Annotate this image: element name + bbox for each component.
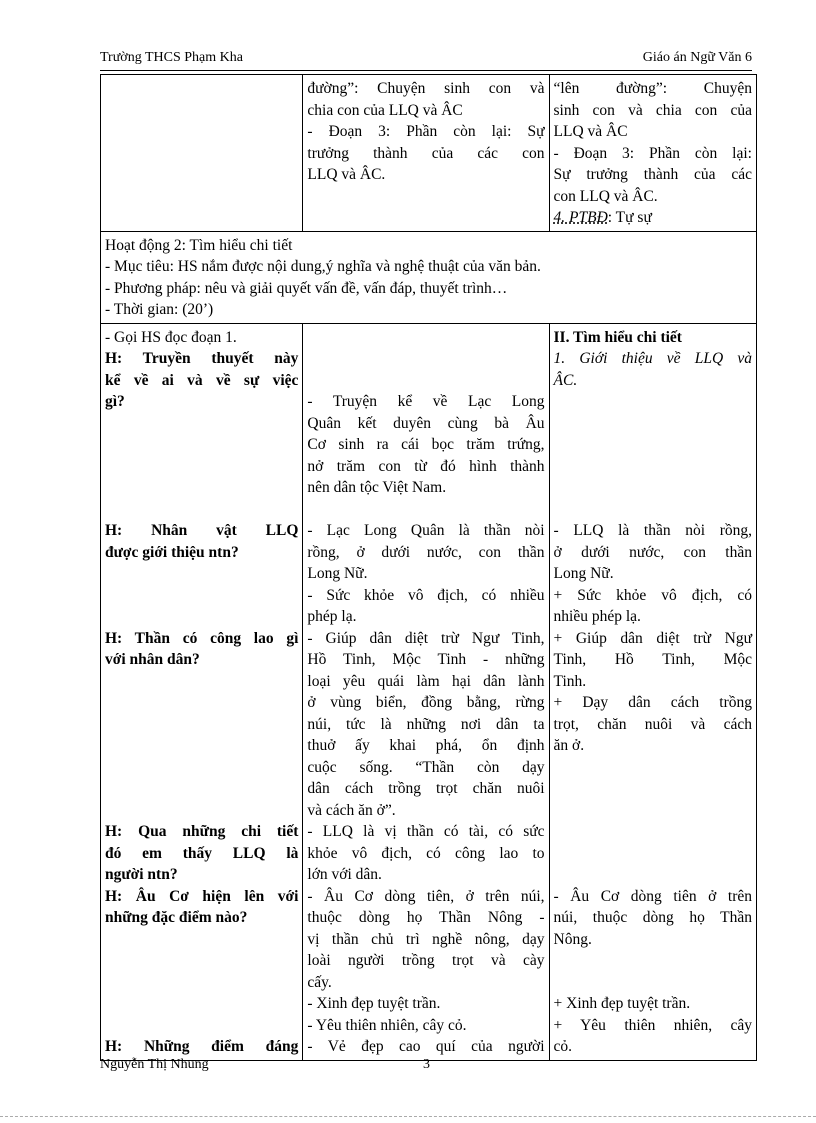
question-line: những đặc điểm nào? — [105, 909, 248, 926]
answer-line: cuộc sống. “Thần còn dạy — [307, 758, 545, 776]
text-line: trưởng thành của các con — [307, 144, 545, 162]
text-line: LLQ và ÂC. — [307, 166, 386, 183]
note-line: - LLQ là thần nòi rồng, — [553, 522, 752, 539]
text-line: LLQ và ÂC — [553, 123, 628, 140]
author-name: Nguyễn Thị Nhung — [100, 1057, 209, 1072]
subsection-heading: ÂC. — [553, 371, 578, 389]
answer-line: - Lạc Long Quân là thần nòi — [307, 522, 545, 539]
question-line: H: Những điểm đáng — [105, 1038, 299, 1055]
answer-line: Quân kết duyên cùng bà Âu — [307, 414, 545, 432]
ptbd-label: 4. PTBĐ — [553, 209, 608, 226]
note-line: Tinh, Hồ Tinh, Mộc — [553, 651, 752, 668]
lesson-table — [100, 74, 757, 1061]
text-line: - Đoạn 3: Phần còn lại: — [553, 144, 752, 162]
text-line: chia con của LLQ và ÂC — [307, 101, 463, 119]
answer-line: - LLQ là vị thần có tài, có sức — [307, 823, 545, 840]
answer-line: - Giúp dân diệt trừ Ngư Tinh, — [307, 629, 545, 647]
question-line: với nhân dân? — [105, 651, 200, 668]
text-line: sinh con và chia con của — [553, 101, 752, 119]
text-line: đường”: Chuyện sinh con và — [307, 80, 545, 97]
answer-line: Long Nữ. — [307, 565, 368, 582]
text-line: “lên đường”: Chuyện — [553, 80, 752, 97]
answer-line: loại yêu quái làm hại dân lành — [307, 672, 545, 690]
question-line: gì? — [105, 393, 125, 410]
note-line: ăn ở. — [553, 737, 585, 754]
text-line: Sự trưởng thành của các — [553, 166, 752, 183]
activity-time: - Thời gian: (20’) — [105, 301, 214, 318]
answer-line: - Yêu thiên nhiên, cây cỏ. — [307, 1016, 467, 1034]
table-row — [101, 75, 757, 232]
answer-line: lớn với dân. — [307, 866, 382, 883]
answer-line: nên dân tộc Việt Nam. — [307, 479, 447, 496]
activity-title: Hoạt động 2: Tìm hiểu chi tiết — [105, 236, 293, 254]
subject-name: Giáo án Ngữ Văn 6 — [642, 50, 752, 65]
question-line: H: Truyền thuyết này — [105, 350, 299, 367]
answer-line: thuộc dòng họ Thần Nông - — [307, 909, 545, 926]
question-line: kể về ai và về sự việc — [105, 371, 299, 389]
page-footer — [100, 1057, 752, 1077]
note-line: Tinh. — [553, 672, 587, 690]
teacher-cell — [101, 323, 303, 1060]
answer-line: Cơ sinh ra cái bọc trăm trứng, — [307, 436, 545, 453]
question-line: được giới thiệu ntn? — [105, 543, 239, 561]
activity-goal: - Mục tiêu: HS nắm được nội dung,ý nghĩa và nghệ thuật của văn bản. — [105, 258, 541, 275]
answer-line: và cách ăn ở”. — [307, 801, 396, 819]
note-line: cỏ. — [553, 1038, 573, 1055]
note-line: trọt, chăn nuôi và cách — [553, 715, 752, 733]
note-line: + Xinh đẹp tuyệt trần. — [553, 995, 691, 1012]
note-line: nhiều phép lạ. — [553, 608, 641, 625]
answer-line: - Truyện kể về Lạc Long — [307, 393, 545, 410]
teacher-cell — [101, 75, 303, 232]
section-heading: II. Tìm hiểu chi tiết — [553, 328, 682, 346]
ptbd-line — [554, 207, 752, 229]
answer-line: thuở ấy khai phá, ổn định — [307, 737, 545, 754]
note-line: + Sức khỏe vô địch, có — [553, 586, 752, 604]
table-row — [101, 231, 757, 323]
question-line: H: Nhân vật LLQ — [105, 522, 299, 539]
note-line: Nông. — [553, 930, 592, 948]
page-edge-divider — [0, 1116, 816, 1117]
question-line: H: Âu Cơ hiện lên với — [105, 887, 299, 905]
text-line: - Đoạn 3: Phần còn lại: Sự — [307, 123, 545, 140]
note-line: Long Nữ. — [553, 565, 614, 582]
student-cell — [303, 323, 549, 1060]
answer-line: - Âu Cơ dòng tiên, ở trên núi, — [307, 887, 545, 905]
question-line: người ntn? — [105, 866, 178, 883]
answer-line: ở vùng biển, đồng bằng, rừng — [307, 694, 545, 711]
answer-line: núi, tức là những nơi dân ta — [307, 715, 545, 733]
table-row — [101, 323, 757, 1060]
answer-line: dân cách trồng trọt chăn nuôi — [307, 780, 545, 797]
page-header — [100, 48, 752, 71]
answer-line: - Vẻ đẹp cao quí của người — [307, 1038, 545, 1055]
notes-cell — [549, 75, 756, 232]
answer-line: cấy. — [307, 973, 332, 991]
activity-method: - Phương pháp: nêu và giải quyết vấn đề, vấn đáp, thuyết trình… — [105, 279, 508, 297]
answer-line: vị thần chủ trì nghề nông, dạy — [307, 930, 545, 948]
notes-cell — [549, 323, 756, 1060]
activity-cell — [101, 231, 757, 323]
page-number: 3 — [423, 1057, 430, 1072]
school-name: Trường THCS Phạm Kha — [100, 50, 243, 65]
answer-line: nở trăm con từ đó hình thành — [307, 457, 545, 475]
answer-line: rồng, ở dưới nước, con thần — [307, 543, 545, 561]
answer-line: Hồ Tinh, Mộc Tinh - những — [307, 651, 545, 668]
note-line: núi, thuộc dòng họ Thần — [553, 909, 752, 926]
note-line: ở dưới nước, con thần — [553, 543, 752, 561]
question-line: đó em thấy LLQ là — [105, 844, 299, 862]
ptbd-value: : Tự sự — [607, 209, 652, 226]
text-line: con LLQ và ÂC. — [553, 187, 658, 205]
subsection-heading: 1. Giới thiệu về LLQ và — [553, 350, 752, 367]
note-line: + Giúp dân diệt trừ Ngư — [553, 629, 752, 647]
answer-line: - Xinh đẹp tuyệt trần. — [307, 995, 441, 1012]
note-line: + Dạy dân cách trồng — [553, 694, 752, 711]
answer-line: loài người trồng trọt và cày — [307, 952, 545, 969]
question-line: H: Qua những chi tiết — [105, 823, 299, 840]
instruction: - Gọi HS đọc đoạn 1. — [105, 328, 237, 346]
question-line: H: Thần có công lao gì — [105, 629, 299, 647]
answer-line: khỏe vô địch, có công lao to — [307, 844, 545, 862]
note-line: + Yêu thiên nhiên, cây — [553, 1016, 752, 1034]
answer-line: - Sức khỏe vô địch, có nhiều — [307, 586, 545, 604]
student-cell — [303, 75, 549, 232]
note-line: - Âu Cơ dòng tiên ở trên — [553, 887, 752, 905]
answer-line: phép lạ. — [307, 608, 357, 625]
